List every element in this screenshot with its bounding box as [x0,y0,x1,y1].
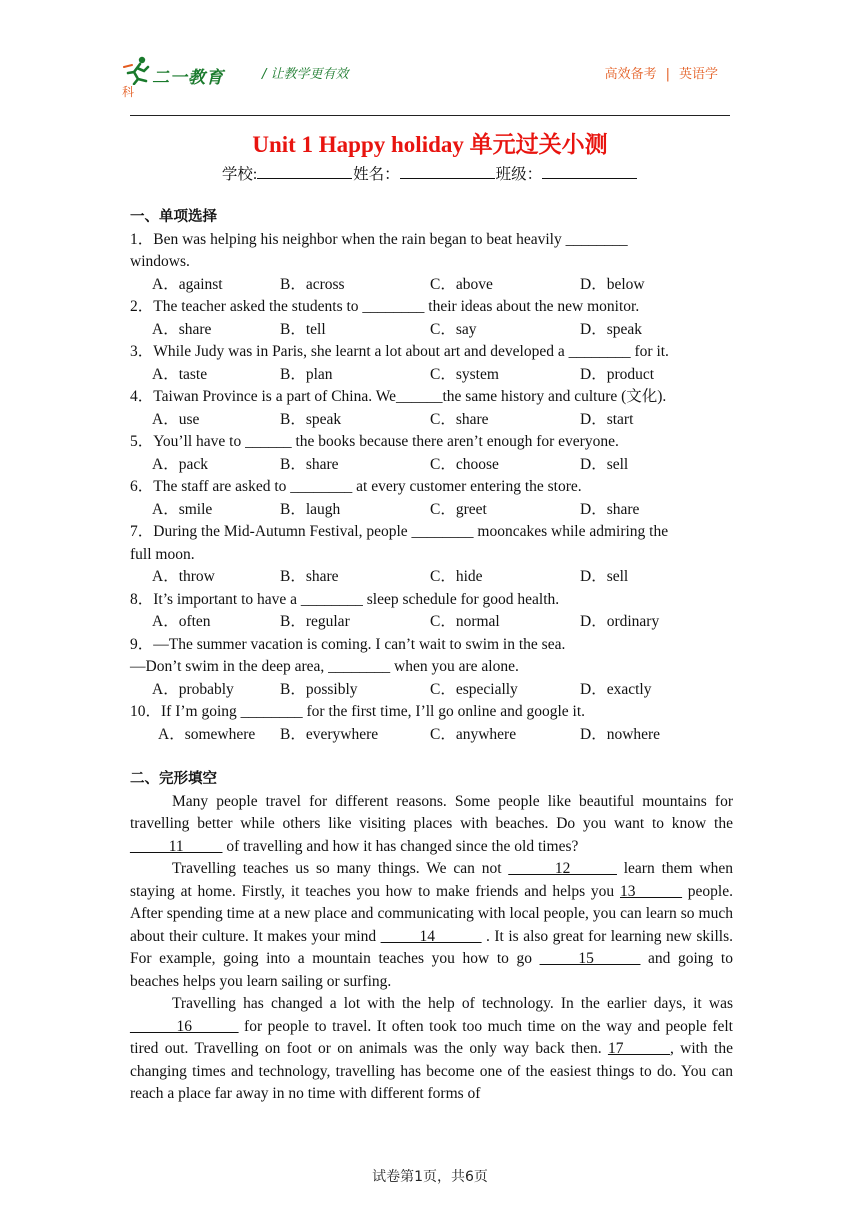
blank-14: _____14______ [380,927,482,945]
option-a: A．throw [152,568,215,585]
blank-11: _____11_____ [130,837,223,855]
option-d: D．speak [580,320,642,338]
option-c: C．normal [430,613,500,630]
option-d: D．share [580,500,640,518]
slogan: / 让教学更有效 [262,67,349,82]
option-b: B．regular [280,613,350,630]
document-body [130,206,733,1106]
cloze-paragraph-1 [130,791,733,859]
name-label: 姓名： [353,166,400,183]
option-a: A．somewhere [158,725,256,743]
question-stem: 6．The staff are asked to ________ at every customer entering the store. [130,478,582,495]
option-b: B．plan [280,365,333,383]
options [130,409,733,432]
option-c: C．above [430,275,493,293]
class-label: 班级： [495,166,543,183]
text: Travelling teaches us so many things. We can not [172,860,509,877]
question [130,634,733,702]
tag-prep: 高效备考 [604,67,657,82]
option-d: D．nowhere [580,725,661,743]
question-stem: 5．You’ll have to ______ the books because there aren’t enough for everyone. [130,433,619,450]
question [130,386,733,431]
page-footer: 试卷第1页，共6页 [372,1169,488,1185]
question [130,521,733,589]
question [130,431,733,476]
blank-13: 13______ [619,882,682,900]
name-blank [400,164,495,179]
question [130,229,733,297]
question-stem-cont: windows. [130,253,190,270]
question-stem: 1．Ben was helping his neighbor when the rain began to beat heavily ________ [130,230,628,248]
page-title: Unit 1 Happy holiday 单元过关小测 [252,132,608,157]
option-d: D．below [580,275,645,293]
school-label: 学校: [221,166,258,183]
option-c: C．say [430,320,477,338]
option-a: A．probably [152,680,234,698]
question [130,701,733,746]
text: Many people travel for different reasons. Some people like beautiful mountains for travelling better while others like visiting places with beaches. Do you want to know the [130,792,733,832]
text: , with the changing times and technology, travelling has become one of the easiest things to do. You can reach a place far away in no time with different forms of [130,1040,733,1102]
options [130,364,733,387]
text: and going to beaches helps you learn sailing or surfing. [130,950,733,990]
section-heading: 一、单项选择 [130,209,217,225]
logo-text: 二一教育 [152,68,224,88]
option-d: D．sell [580,568,629,585]
options [130,499,733,522]
school-blank [257,164,352,179]
student-info [0,162,860,184]
blank-15: _____15______ [539,950,641,967]
option-b: B．everywhere [280,725,379,743]
text: learn them when staying at home. Firstly, it teaches you how to make friends and helps you [130,860,733,900]
text: of travelling and how it has changed since the old times? [222,837,579,855]
blank-16: ______16______ [130,1017,239,1035]
question [130,476,733,521]
option-a: A．use [152,410,200,428]
option-c: C．hide [430,568,483,585]
header-right-tag [605,63,718,82]
option-c: C．greet [430,500,487,518]
header-rule [130,115,730,116]
tag-separator: | [665,67,670,82]
question-stem: 8．It’s important to have a ________ sleep schedule for good health. [130,590,560,608]
question-stem: 9．—The summer vacation is coming. I can’t wait to swim in the sea. [130,635,566,653]
option-b: B．speak [280,410,342,428]
options [130,724,733,747]
option-a: A．often [152,613,211,630]
option-c: C．system [430,365,499,383]
option-c: C．anywhere [430,725,517,743]
question-stem: 2．The teacher asked the students to ________ their ideas about the new monitor. [130,298,640,315]
question-stem: 10．If I’m going ________ for the first time, I’ll go online and google it. [130,703,586,720]
option-d: D．exactly [580,680,652,698]
question-stem: 7．During the Mid-Autumn Festival, people ________ mooncakes while admiring the [130,523,669,540]
question [130,296,733,341]
options [130,679,733,702]
option-d: D．ordinary [580,613,660,630]
runner-logo-icon [122,55,156,85]
text: people. After spending time at a new place and communicating with local people, you can learn so much about their culture. It makes your mind [130,882,733,945]
option-d: D．start [580,410,634,428]
question-stem: 4．Taiwan Province is a part of China. We______the same history and culture (文化). [130,388,667,405]
question [130,589,733,634]
option-b: B．share [280,455,339,473]
options [130,611,733,634]
option-a: A．against [152,275,223,293]
option-b: B．laugh [280,500,341,518]
blank-12: ______12______ [508,860,617,877]
question-stem: 3．While Judy was in Paris, she learnt a lot about art and developed a ________ for it. [130,343,669,360]
section-heading: 二、完形填空 [130,771,217,787]
page-header [122,55,730,115]
options [130,454,733,477]
options [130,274,733,297]
option-a: A．pack [152,455,208,473]
option-a: A．share [152,320,212,338]
options [130,319,733,342]
question-stem-cont: —Don’t swim in the deep area, ________ when you are alone. [130,658,519,675]
options [130,566,733,589]
option-d: D．product [580,365,655,383]
option-a: A．smile [152,500,213,518]
question [130,341,733,386]
option-d: D．sell [580,455,629,473]
tag-subject: 英语学 [678,67,718,82]
option-c: C．share [430,410,489,428]
text: for people to travel. It often took too much time on the way and people felt tired out. Travelling on foot or on animals was the only way back then. [130,1017,733,1057]
option-c: C．especially [430,680,518,698]
class-blank [542,164,637,179]
option-b: B．share [280,568,339,585]
question-stem-cont: full moon. [130,545,195,563]
option-a: A．taste [152,365,208,383]
logo-sub: 科 [122,85,135,99]
text: Travelling has changed a lot with the help of technology. In the earlier days, it was [172,995,733,1012]
logo [122,55,252,100]
spacer [130,746,733,768]
cloze-paragraph-2 [130,858,733,993]
text: . It is also great for learning new skills. For example, going into a mountain teaches you how to go [130,927,733,967]
option-b: B．across [280,275,345,293]
blank-17: 17______ [607,1040,670,1057]
option-b: B．tell [280,320,326,338]
option-c: C．choose [430,455,499,473]
cloze-paragraph-3 [130,993,733,1106]
option-b: B．possibly [280,680,358,698]
